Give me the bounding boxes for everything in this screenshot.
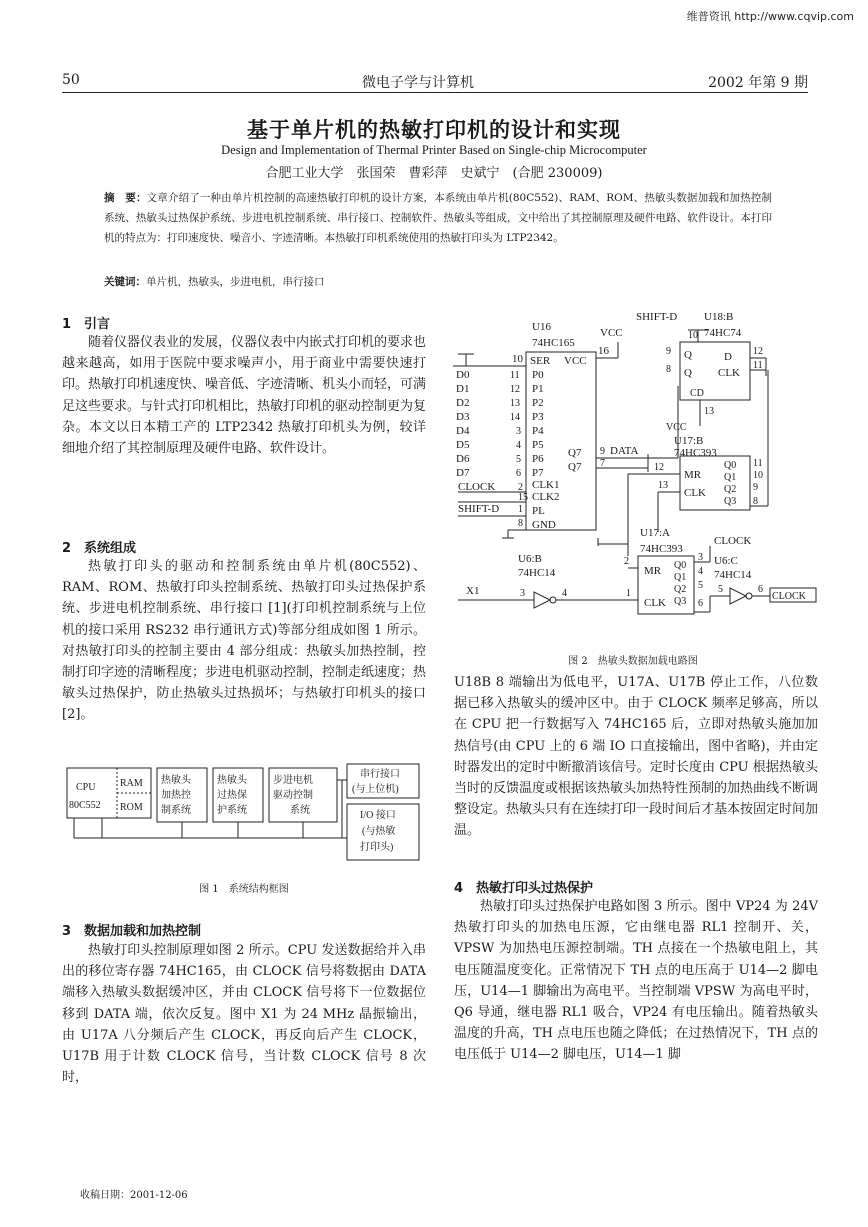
u17b-q0: Q0 bbox=[724, 460, 737, 471]
figure-1-block-diagram bbox=[62, 760, 426, 870]
paper-title: 基于单片机的热敏打印机的设计和实现 bbox=[247, 118, 621, 142]
u17b-mr: MR bbox=[684, 469, 702, 481]
u17b-chip-label: 74HC393 bbox=[674, 447, 717, 459]
u17b-pin13: 13 bbox=[658, 480, 668, 491]
section-2-body bbox=[62, 556, 426, 726]
input-d1: D1 bbox=[456, 383, 470, 395]
fig1-io-line1: I/O 接口 bbox=[360, 810, 396, 821]
keywords-label: 关键词： bbox=[104, 276, 146, 288]
input-pin-1: 12 bbox=[510, 384, 520, 395]
u16-p7: P7 bbox=[532, 467, 544, 479]
abstract bbox=[104, 188, 772, 248]
section-4-paragraph: 热敏打印头过热保护电路如图 3 所示。图中 VP24 为 24V 热敏打印头的加热电压源，它由继电器 RL1 控制开、关，VPSW 为加热电压源控制端。TH 点接在一个热敏电阻上，其电压随温度变化。正常情况下 TH 点的电压高于 U14—2 脚电压，U14—1 脚输出为高电平。当控制端 VPSW 为高电平时，Q6 导通，继电器 RL1 吸合，VP24 有电压输出。随着热敏头温度的升高，TH 点电压也随之降低；在过热情况下，TH 点的电压低于 U14—2 脚电压，U14—1 脚 bbox=[454, 899, 818, 1063]
journal-name: 微电子学与计算机 bbox=[362, 75, 474, 91]
u16-pin15: 15 bbox=[518, 492, 528, 503]
input-pin-4: 3 bbox=[516, 426, 521, 437]
keywords bbox=[104, 274, 772, 289]
u18b-pin10: 10 bbox=[688, 330, 698, 341]
fig1-box3-line2: 驱动控制 bbox=[273, 790, 313, 801]
page-number: 50 bbox=[62, 72, 80, 88]
section-3-body bbox=[62, 940, 426, 1088]
u17a-pin2: 2 bbox=[624, 556, 629, 567]
u18b-chip-label: 74HC74 bbox=[704, 327, 742, 339]
u16-p4: P4 bbox=[532, 425, 544, 437]
u18b-pin8: 8 bbox=[666, 364, 671, 375]
u18b-d: D bbox=[724, 351, 732, 363]
clock-output: CLOCK bbox=[772, 591, 806, 602]
u6b-pin3: 3 bbox=[520, 588, 525, 599]
u16-label: U16 bbox=[532, 321, 551, 333]
u16-gnd: GND bbox=[532, 519, 556, 531]
u16-clk2: CLK2 bbox=[532, 491, 560, 503]
fig1-box2-line1: 热敏头 bbox=[217, 775, 247, 786]
section-4-heading: 4 热敏打印头过热保护 bbox=[454, 881, 594, 896]
u16-p5: P5 bbox=[532, 439, 544, 451]
watermark: 维普资讯 http://www.cqvip.com bbox=[686, 10, 854, 23]
authors: 合肥工业大学 张国荣 曹彩萍 史斌宁 (合肥 230009) bbox=[265, 166, 603, 181]
x1-label: X1 bbox=[466, 585, 480, 597]
u6b-label: U6:B bbox=[518, 553, 542, 565]
input-d7: D7 bbox=[456, 467, 470, 479]
fig1-box1-line2: 加热控 bbox=[161, 790, 191, 801]
section-2-paragraph: 热敏打印头的驱动和控制系统由单片机(80C552)、RAM、ROM、热敏打印头控制系统、热敏打印头过热保护系统、步进电机控制系统、串行接口 [1](打印机控制系统与上位机的接口采用 RS232 串行通讯方式)等部分组成如图 1 所示。对热敏打印头的控制主要由 4 部分组成：热敏头加热控制，控制打印字迹的清晰程度；步进电机驱动控制，控制走纸速度；热敏头过热保护，防止热敏头过热损坏；与热敏打印机头的接口[2]。 bbox=[62, 559, 427, 723]
u16-pin10: 10 bbox=[512, 353, 523, 365]
vcc-2: VCC bbox=[666, 422, 687, 433]
u17b-q1: Q1 bbox=[724, 472, 737, 483]
section-1-paragraph: 随着仪器仪表业的发展，仪器仪表中内嵌式打印机的要求也越来越高，如用于医院中要求噪声小，用于商业中需要快速打印。热敏打印机速度快、噪音低、字迹清晰、机头小而轻，可满足这些要求。与针式打印机相比，热敏打印机的驱动控制更为复杂。本文以日本精工产的 LTP2342 热敏打印机头为例，较详细地介绍了其控制原理及硬件电路、软件设计。 bbox=[62, 335, 427, 457]
u17a-q1: Q1 bbox=[674, 572, 687, 583]
received-date: 收稿日期：2001-12-06 bbox=[80, 1190, 188, 1201]
fig1-box3-line3: 系统 bbox=[290, 805, 310, 816]
abstract-text: 文章介绍了一种由单片机控制的高速热敏打印机的设计方案，本系统由单片机(80C552)、RAM、ROM、热敏头数据加载和加热控制系统、热敏头过热保护系统、步进电机控制系统、串行接口、控制软件、热敏头等组成，文中给出了其控制原理及硬件电路、软件设计。本打印机的特点为：打印速度快、噪音小、字迹清晰。本热敏打印机系统使用的热敏打印头为 LTP2342。 bbox=[104, 192, 772, 244]
fig1-box2-line2: 过热保 bbox=[217, 790, 247, 801]
u17b-pin12: 12 bbox=[654, 462, 664, 473]
u18b-qbar: Q bbox=[684, 367, 692, 379]
keywords-text: 单片机，热敏头，步进电机，串行接口 bbox=[146, 276, 325, 288]
input-d6: D6 bbox=[456, 453, 470, 465]
u6c-pin5: 5 bbox=[718, 584, 723, 595]
fig1-io-line3: 打印头) bbox=[360, 842, 394, 853]
u17a-clk: CLK bbox=[644, 597, 666, 609]
vcc-label: VCC bbox=[600, 327, 623, 339]
u17a-chip-label: 74HC393 bbox=[640, 543, 683, 555]
u18b-pin12: 12 bbox=[753, 346, 763, 357]
u16-vcc: VCC bbox=[564, 355, 587, 367]
input-pin-7: 6 bbox=[516, 468, 521, 479]
clock-label-2: CLOCK bbox=[714, 535, 752, 547]
input-pin-5: 4 bbox=[516, 440, 521, 451]
figure-1-caption: 图 1 系统结构框图 bbox=[199, 884, 289, 895]
section-2-heading: 2 系统组成 bbox=[62, 541, 137, 556]
fig1-box1-line3: 制系统 bbox=[161, 805, 191, 816]
u6c-pin6: 6 bbox=[758, 584, 763, 595]
section-1-heading: 1 引言 bbox=[62, 317, 111, 332]
fig1-box1-line1: 热敏头 bbox=[161, 775, 191, 786]
input-pin-0: 11 bbox=[510, 370, 520, 381]
u17a-q0: Q0 bbox=[674, 560, 687, 571]
input-d2: D2 bbox=[456, 397, 470, 409]
u16-ser: SER bbox=[530, 355, 551, 367]
fig1-ram: RAM bbox=[120, 778, 143, 789]
figure-2-circuit-diagram bbox=[448, 306, 818, 636]
u16-p3: P3 bbox=[532, 411, 544, 423]
u17a-pin3: 3 bbox=[698, 552, 703, 563]
running-header bbox=[62, 68, 808, 93]
u18b-label: U18:B bbox=[704, 311, 734, 323]
fig1-box3-line1: 步进电机 bbox=[273, 775, 313, 786]
u17b-q3: Q3 bbox=[724, 496, 737, 507]
figure-2-caption: 图 2 热敏头数据加载电路图 bbox=[568, 656, 698, 667]
u17b-pin11: 11 bbox=[753, 458, 763, 469]
input-d0: D0 bbox=[456, 369, 470, 381]
input-pin-6: 5 bbox=[516, 454, 521, 465]
input-d5: D5 bbox=[456, 439, 470, 451]
abstract-label: 摘 要： bbox=[104, 192, 147, 204]
u17b-pin10: 10 bbox=[753, 470, 763, 481]
section-1-body bbox=[62, 332, 426, 459]
section-3-continued bbox=[454, 672, 818, 842]
section-3-paragraph: 热敏打印头控制原理如图 2 所示。CPU 发送数据给并入串出的移位寄存器 74HC165，由 CLOCK 信号将数据由 DATA 端移入热敏头数据缓冲区，并由 CLOCK 信号将下一位数据位移到 DATA 端，依次反复。图中 X1 为 24 MHz 晶振输出，由 U17A 八分频后产生 CLOCK，再反向后产生 CLOCK，U17B 用于计数 CLOCK 信号，当计数 CLOCK 信号 8 次时， bbox=[62, 943, 426, 1086]
u6b-chip-label: 74HC14 bbox=[518, 567, 556, 579]
u16-chip-label: 74HC165 bbox=[532, 337, 575, 349]
u16-pin8: 8 bbox=[518, 518, 523, 529]
u6c-chip-label: 74HC14 bbox=[714, 569, 752, 581]
u17a-pin1: 1 bbox=[626, 588, 631, 599]
paper-title-en: Design and Implementation of Thermal Printer Based on Single-chip Microcomputer bbox=[221, 143, 647, 157]
fig1-cpu-label: CPU bbox=[76, 782, 96, 793]
u17a-q2: Q2 bbox=[674, 584, 687, 595]
u18b-pin13: 13 bbox=[704, 406, 714, 417]
u17b-label: U17:B bbox=[674, 435, 704, 447]
fig1-serial-line1: 串行接口 bbox=[360, 769, 400, 780]
u16-pin16: 16 bbox=[598, 345, 609, 357]
section-3-heading: 3 数据加载和加热控制 bbox=[62, 924, 202, 939]
u18b-pin11: 11 bbox=[753, 360, 763, 371]
data-label: DATA bbox=[610, 445, 639, 457]
issue-date: 2002 年第 9 期 bbox=[708, 75, 808, 91]
input-d4: D4 bbox=[456, 425, 470, 437]
shift-d-top: SHIFT-D bbox=[636, 311, 678, 323]
u16-pin9: 9 bbox=[600, 446, 605, 457]
u17a-mr: MR bbox=[644, 565, 662, 577]
u16-p6: P6 bbox=[532, 453, 544, 465]
u17a-pin4: 4 bbox=[698, 566, 703, 577]
u17a-pin6: 6 bbox=[698, 598, 703, 609]
fig1-cpu-model: 80C552 bbox=[69, 800, 101, 811]
u17b-clk: CLK bbox=[684, 487, 706, 499]
input-pin-2: 13 bbox=[510, 398, 520, 409]
input-pin-3: 14 bbox=[510, 412, 520, 423]
fig1-rom: ROM bbox=[120, 802, 143, 813]
u16-p0: P0 bbox=[532, 369, 544, 381]
section-4-body bbox=[454, 896, 818, 1066]
clock-input: CLOCK bbox=[458, 481, 496, 493]
u16-clk1: CLK1 bbox=[532, 479, 560, 491]
u16-pin1: 1 bbox=[518, 504, 523, 515]
u16-q7: Q7 bbox=[568, 447, 582, 459]
u6c-label: U6:C bbox=[714, 555, 738, 567]
u18b-q: Q bbox=[684, 349, 692, 361]
u17a-pin5: 5 bbox=[698, 580, 703, 591]
u16-q7b: Q7 bbox=[568, 461, 582, 473]
u16-p1: P1 bbox=[532, 383, 544, 395]
fig1-box2-line3: 护系统 bbox=[217, 805, 247, 816]
shift-d-input: SHIFT-D bbox=[458, 503, 500, 515]
u17b-pin8: 8 bbox=[753, 496, 758, 507]
u6b-pin4: 4 bbox=[562, 588, 567, 599]
u16-pl: PL bbox=[532, 505, 545, 517]
u18b-cd: CD bbox=[690, 388, 704, 399]
fig1-io-line2: (与热敏 bbox=[362, 826, 396, 837]
u17b-chip bbox=[680, 456, 750, 510]
u16-pin2: 2 bbox=[518, 482, 523, 493]
u17b-pin9: 9 bbox=[753, 482, 758, 493]
u16-p2: P2 bbox=[532, 397, 544, 409]
u16-pin7: 7 bbox=[600, 458, 605, 469]
u17b-q2: Q2 bbox=[724, 484, 737, 495]
u17a-label: U17:A bbox=[640, 527, 670, 539]
section-3-continued-paragraph: U18B 8 端输出为低电平，U17A、U17B 停止工作，八位数据已移入热敏头的缓冲区中。由于 CLOCK 频率足够高，所以在 CPU 把一行数据写入 74HC165 后，立即对热敏头施加加热信号(由 CPU 上的 6 端 IO 口直接输出，图中省略)，并由定时器发出的定时中断撤消该信号。定时长度由 CPU 根据热敏头当时的反馈温度或根据该热敏头加热特性预制的加热曲线不断调整设定。热敏头只有在连续打印一段时间后才基本按固定时间加温。 bbox=[454, 675, 819, 839]
u17a-q3: Q3 bbox=[674, 596, 687, 607]
u18b-clk: CLK bbox=[718, 367, 740, 379]
input-d3: D3 bbox=[456, 411, 470, 423]
u18b-pin9: 9 bbox=[666, 346, 671, 357]
fig1-serial-line2: (与上位机) bbox=[352, 784, 399, 795]
